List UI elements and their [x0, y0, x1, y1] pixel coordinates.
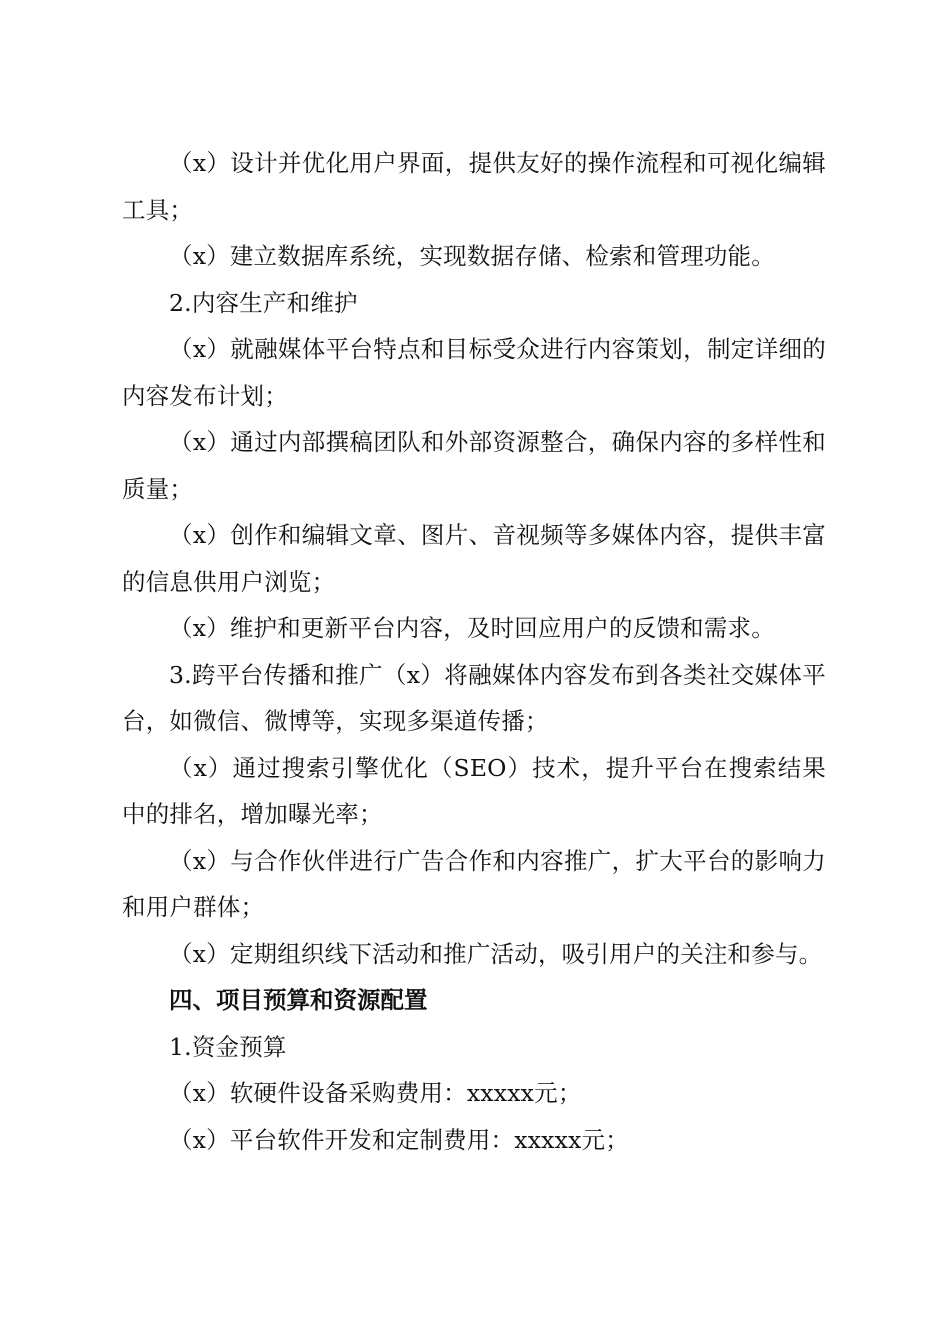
paragraph-partnership: （x）与合作伙伴进行广告合作和内容推广，扩大平台的影响力和用户群体；: [122, 846, 826, 921]
paragraph-cross-platform: 3.跨平台传播和推广（x）将融媒体内容发布到各类社交媒体平台，如微信、微博等，实现多渠道传播；: [122, 660, 826, 735]
paragraph-software-cost: （x）平台软件开发和定制费用：xxxxx元；: [169, 1125, 629, 1154]
paragraph-ui-design: （x）设计并优化用户界面，提供友好的操作流程和可视化编辑工具；: [122, 149, 826, 224]
paragraph-seo: （x）通过搜索引擎优化（SEO）技术，提升平台在搜索结果中的排名，增加曝光率；: [122, 753, 826, 828]
subheading-funding: 1.资金预算: [169, 1032, 287, 1061]
document-body: [122, 140, 826, 1163]
section-heading-budget: 四、项目预算和资源配置: [169, 986, 428, 1014]
paragraph-content-quality: （x）通过内部撰稿团队和外部资源整合，确保内容的多样性和质量；: [122, 428, 826, 503]
subheading-content-production: 2.内容生产和维护: [169, 288, 358, 317]
paragraph-content-maintenance: （x）维护和更新平台内容，及时回应用户的反馈和需求。: [169, 614, 775, 642]
paragraph-database: （x）建立数据库系统，实现数据存储、检索和管理功能。: [169, 242, 775, 270]
paragraph-offline-events: （x）定期组织线下活动和推广活动，吸引用户的关注和参与。: [169, 939, 823, 968]
paragraph-content-planning: （x）就融媒体平台特点和目标受众进行内容策划，制定详细的内容发布计划；: [122, 335, 826, 410]
paragraph-hardware-cost: （x）软硬件设备采购费用：xxxxx元；: [169, 1079, 582, 1107]
paragraph-multimedia-creation: （x）创作和编辑文章、图片、音视频等多媒体内容，提供丰富的信息供用户浏览；: [122, 521, 826, 596]
